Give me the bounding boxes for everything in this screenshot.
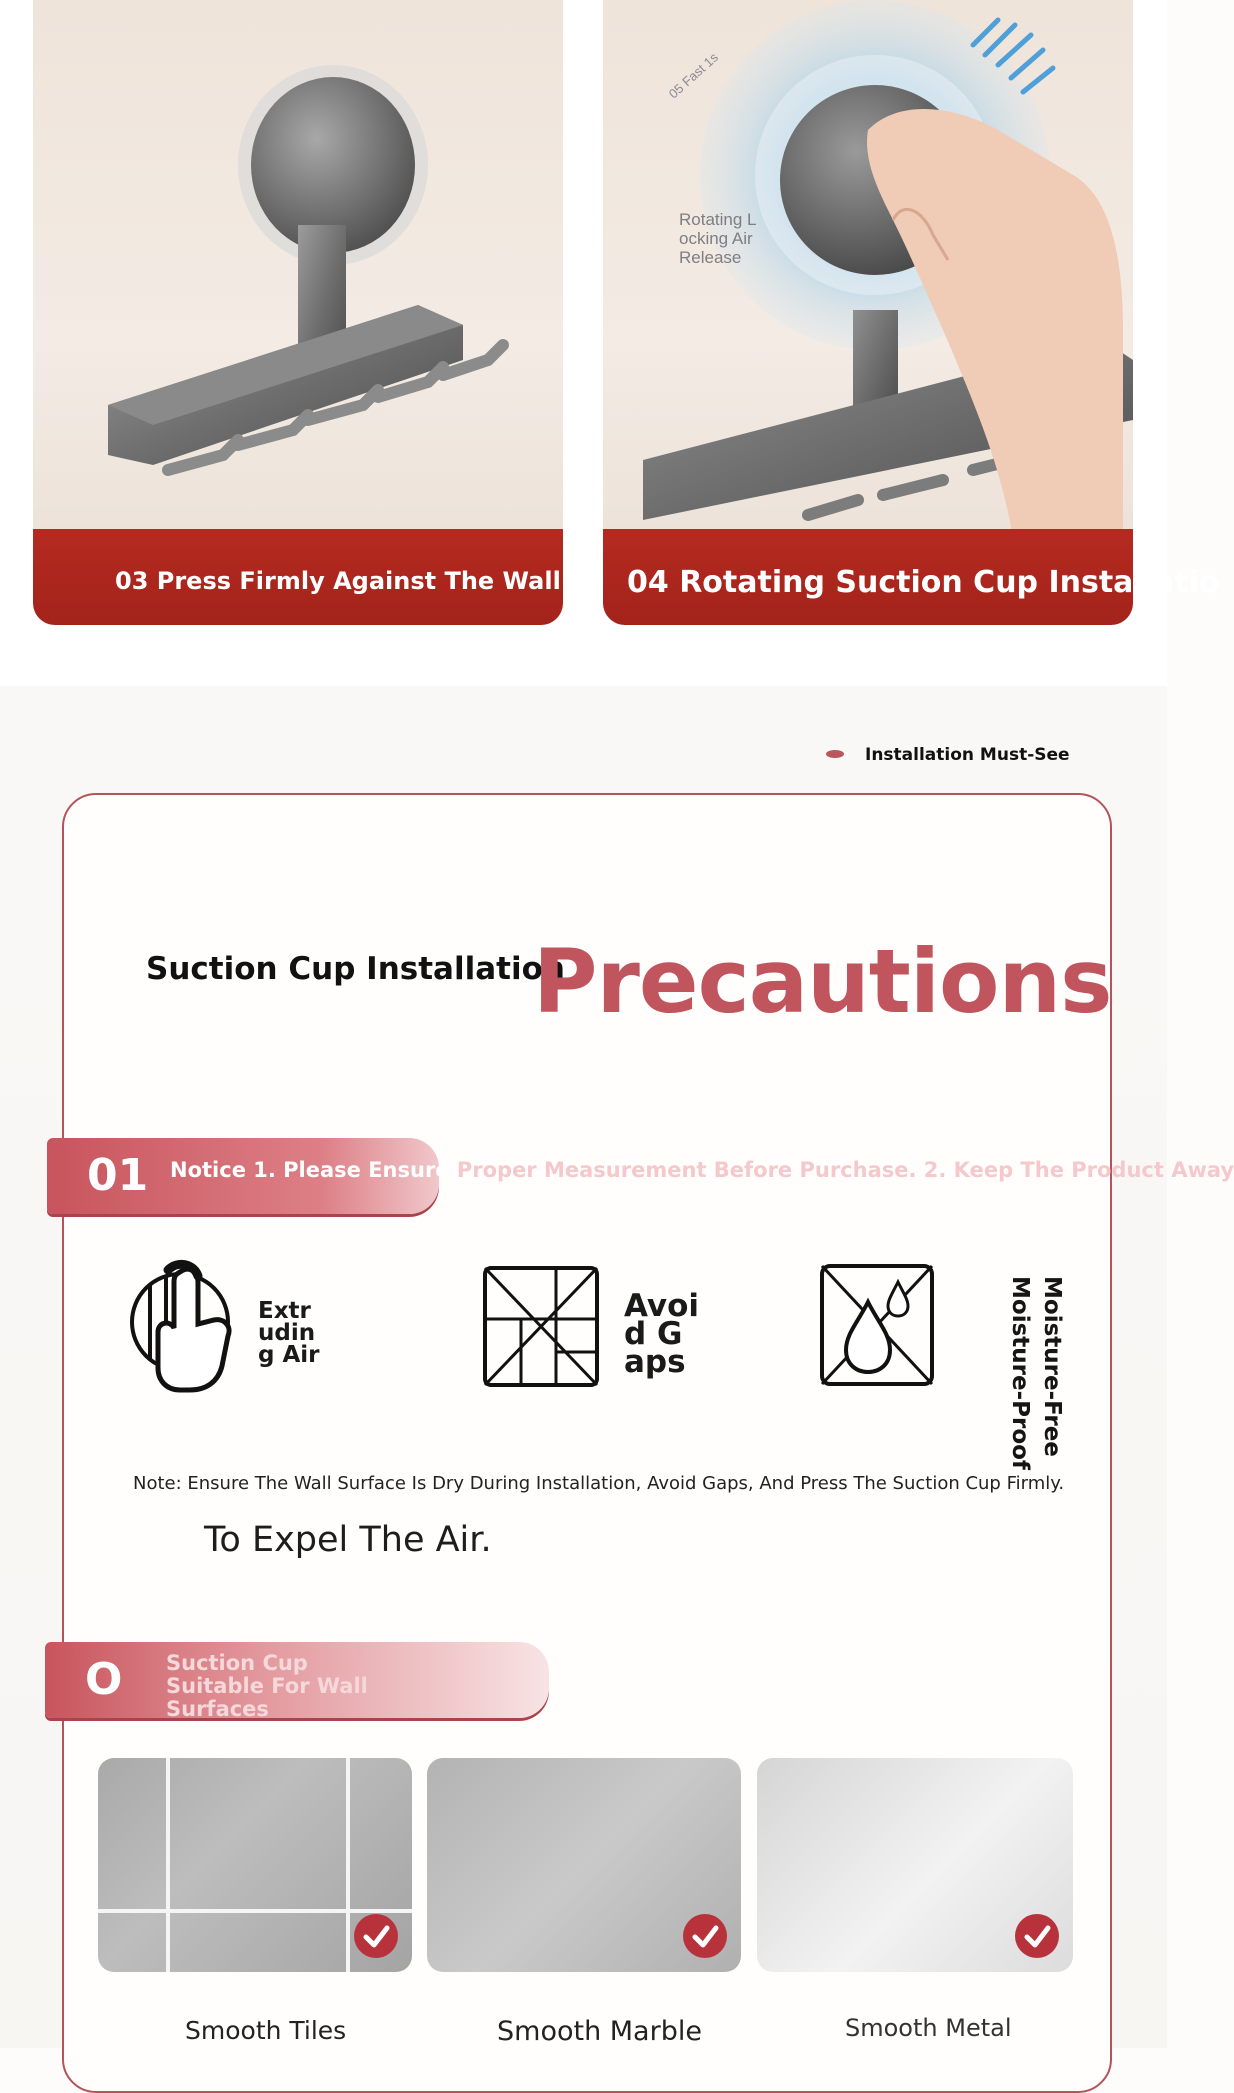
surfaces-heading: Suction Cup Suitable For Wall Surfaces [166,1651,368,1721]
rotating-locking-label: Rotating L ocking Air Release [679,210,756,267]
notice-lead: Notice 1. Please Ensure [170,1158,450,1182]
step-04-label: 04 Rotating Suction Cup Installatio [627,565,1220,600]
check-icon [1015,1914,1059,1958]
precautions-section [0,686,1234,2048]
precautions-title: Precautions [533,930,1112,1033]
notice-tag-number: 01 [87,1150,149,1201]
feature-avoid-gaps: Avoid Gaps [624,1288,700,1380]
check-icon [683,1914,727,1958]
surface-metal-image [757,1758,1073,1972]
notice-rest: Proper Measurement Before Purchase. 2. Keep The Product Away [449,1158,1234,1182]
feature-extruding-air: Extruding Air [258,1298,320,1368]
step-04-panel [603,0,1220,625]
moisture-free-label: Moisture-Free [1039,1276,1065,1457]
step-03-banner [33,529,563,625]
surface-tiles-image [98,1758,412,1972]
hand-press-icon [128,1262,243,1396]
check-icon [354,1914,398,1958]
installation-note-continued: To Expel The Air. [204,1520,492,1560]
surface-marble-image [427,1758,741,1972]
installation-note: Note: Ensure The Wall Surface Is Dry During Installation, Avoid Gaps, And Press The Suction Cup Firmly. [133,1473,1065,1494]
fast-install-label: 05 Fast 1s [665,49,721,102]
grid-gaps-icon [481,1264,601,1393]
step-03-label: 03 Press Firmly Against The Wall [115,567,561,595]
notice-text [170,1158,1234,1182]
surface-marble-label: Smooth Marble [497,2016,702,2047]
step-04-banner [603,529,1220,625]
surfaces-tag-number: O [85,1654,123,1705]
no-moisture-icon [818,1262,936,1392]
must-see-label: Installation Must-See [865,745,1070,765]
precautions-subtitle: Suction Cup Installation [146,951,565,987]
surface-tiles-label: Smooth Tiles [185,2016,347,2045]
surface-metal-label: Smooth Metal [845,2014,1012,2042]
step-03-panel [33,0,563,625]
accent-dot-icon [826,750,844,758]
moisture-proof-label: Moisture-Proof [1007,1276,1033,1470]
wall-hook-image [33,0,563,540]
